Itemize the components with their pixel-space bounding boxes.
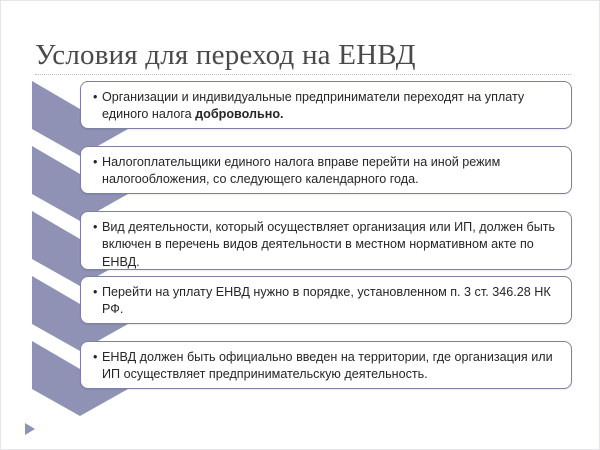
bullet: • [93, 220, 98, 234]
condition-text: Перейти на уплату ЕНВД нужно в порядке, установленном п. 3 ст. 346.28 НК РФ. [102, 285, 551, 317]
list-item [93, 219, 561, 271]
condition-box-3 [80, 211, 572, 270]
condition-box-2 [80, 146, 572, 194]
bullet: • [93, 285, 98, 299]
condition-text: Налогоплательщики единого налога вправе перейти на иной режим налогообложения, со следующего календарного года. [102, 155, 501, 187]
list-item [93, 349, 561, 384]
list-item [93, 284, 561, 319]
condition-text [102, 89, 561, 124]
condition-box-5 [80, 341, 572, 389]
emphasis-text: добровольно. [195, 107, 284, 122]
bullet: • [93, 155, 98, 169]
condition-box-4 [80, 276, 572, 324]
condition-box-1 [80, 81, 572, 129]
condition-text: ЕНВД должен быть официально введен на территории, где организация или ИП осуществляет предпринимательскую деятельность. [102, 350, 553, 382]
bullet: • [93, 90, 98, 104]
slide-title: Условия для переход на ЕНВД [35, 39, 416, 71]
list-item [93, 154, 561, 189]
bullet: • [93, 350, 98, 364]
nav-arrow-shape [25, 423, 35, 435]
condition-text: Вид деятельности, который осуществляет организация или ИП, должен быть включен в перечень видов деятельности в местном нормативном акте по ЕНВД. [102, 220, 556, 269]
triangle-right-icon[interactable] [24, 422, 36, 436]
list-item [93, 89, 561, 124]
condition-text-part: Организации и индивидуальные предприниматели переходят на уплату единого налога [102, 90, 525, 122]
